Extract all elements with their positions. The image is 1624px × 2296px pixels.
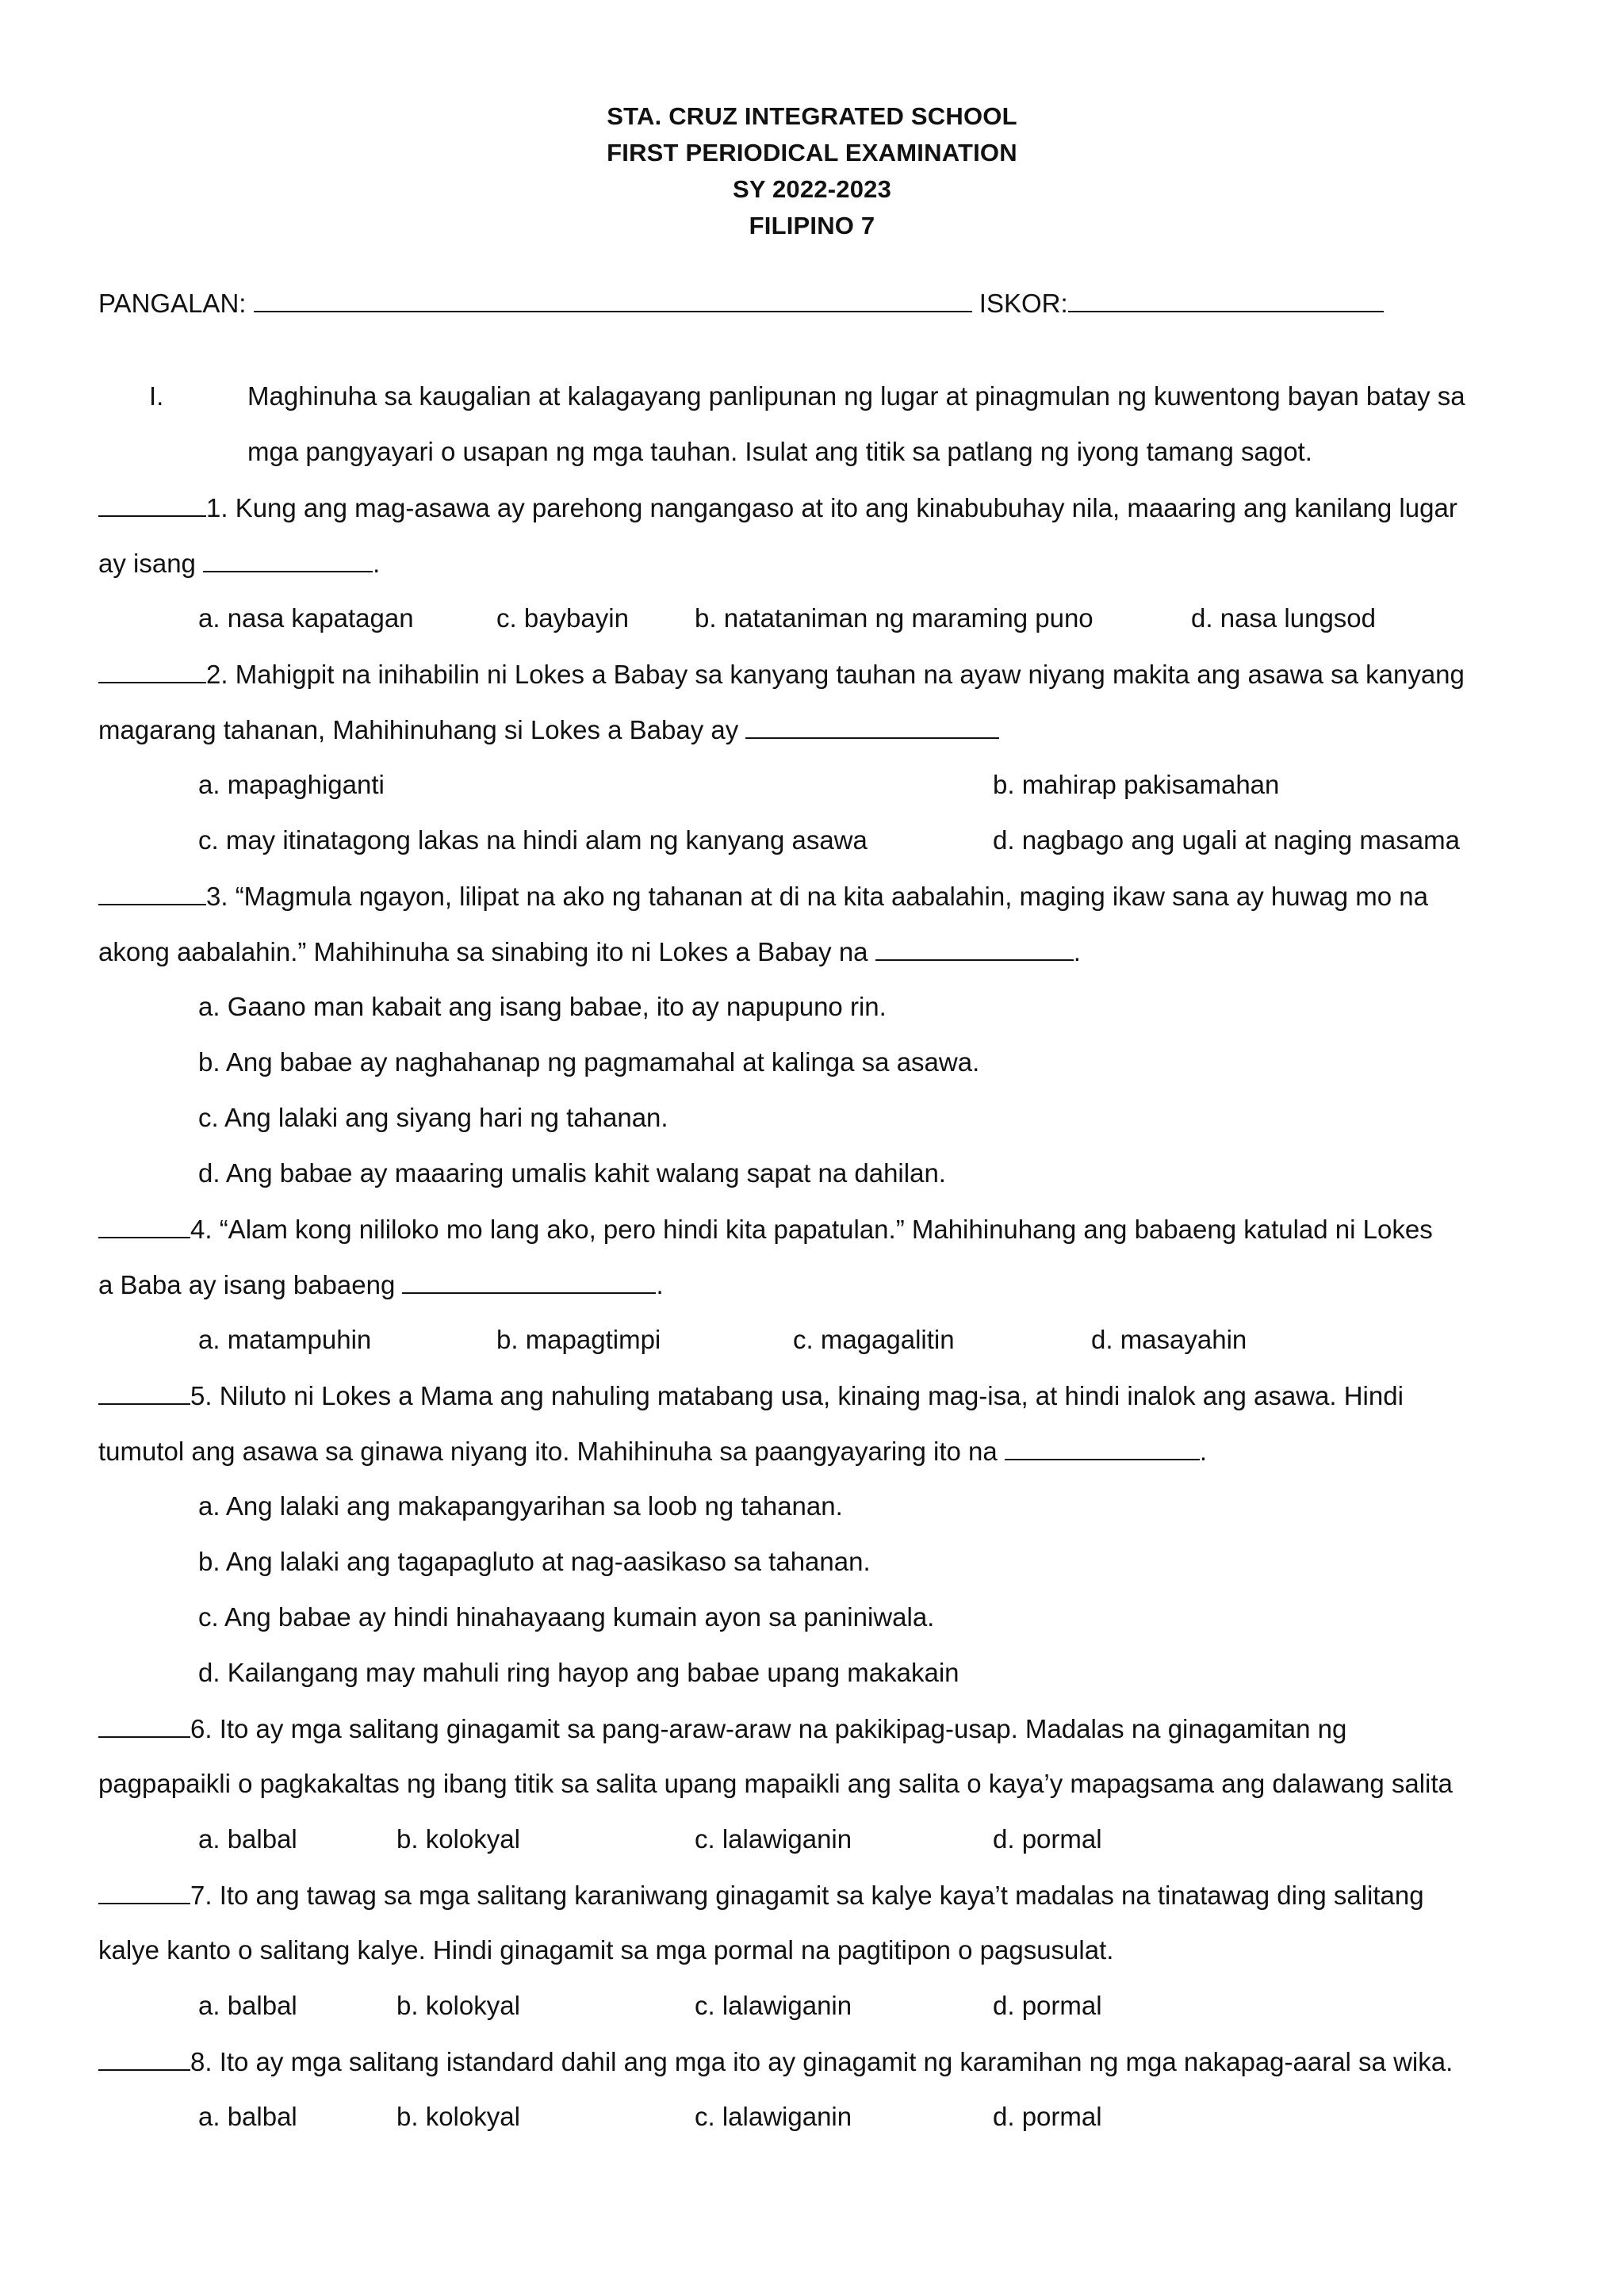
question-8-text: 8. Ito ay mga salitang istandard dahil ang mga ito ay ginagamit ng karamihan ng mga nakapag-aaral sa wika. xyxy=(190,2047,1454,2076)
answer-blank-6[interactable] xyxy=(98,1712,190,1738)
q6-choice-a[interactable]: a. balbal xyxy=(198,1824,297,1854)
answer-blank-7[interactable] xyxy=(98,1879,190,1904)
q1-choice-d[interactable]: d. nasa lungsod xyxy=(1191,603,1377,633)
q6-choice-b[interactable]: b. kolokyal xyxy=(396,1824,520,1854)
section-instruction-line2: mga pangyayari o usapan ng mga tauhan. Isulat ang titik sa patlang ng iyong tamang sagot. xyxy=(247,437,1312,466)
question-3-cont: akong aabalahin.” Mahihinuha sa sinabing ito ni Lokes a Babay na . xyxy=(98,937,1081,966)
section-instruction-line1: Maghinuha sa kaugalian at kalagayang panlipunan ng lugar at pinagmulan ng kuwentong bayan batay sa xyxy=(247,381,1465,411)
question-2-cont-text: magarang tahanan, Mahihinuhang si Lokes a Babay ay xyxy=(98,715,739,744)
name-label: PANGALAN: xyxy=(98,289,247,318)
answer-blank-2[interactable] xyxy=(98,658,206,683)
question-2 xyxy=(98,658,1465,691)
question-7 xyxy=(98,1879,1424,1911)
question-2-cont xyxy=(98,714,999,746)
score-blank[interactable] xyxy=(1068,287,1384,312)
q4-choice-d[interactable]: d. masayahin xyxy=(1091,1325,1247,1354)
q4-choice-b[interactable]: b. mapagtimpi xyxy=(496,1325,661,1354)
q4-choice-a[interactable]: a. matampuhin xyxy=(198,1325,372,1354)
q5-choice-c[interactable]: c. Ang babae ay hindi hinahayaang kumain ayon sa paniniwala. xyxy=(198,1602,935,1632)
answer-blank-1[interactable] xyxy=(98,492,206,517)
q5-choice-a[interactable]: a. Ang lalaki ang makapangyarihan sa loob ng tahanan. xyxy=(198,1491,843,1521)
q7-choice-b[interactable]: b. kolokyal xyxy=(396,1991,520,2020)
fill-blank-1 xyxy=(203,547,373,572)
school-year: SY 2022-2023 xyxy=(732,175,892,203)
fill-blank-5 xyxy=(1005,1435,1200,1460)
name-blank[interactable] xyxy=(254,287,972,312)
question-8 xyxy=(98,2045,1453,2078)
answer-blank-5[interactable] xyxy=(98,1380,190,1405)
q3-choice-d[interactable]: d. Ang babae ay maaaring umalis kahit walang sapat na dahilan. xyxy=(198,1158,946,1188)
q8-choice-b[interactable]: b. kolokyal xyxy=(396,2102,520,2131)
school-name: STA. CRUZ INTEGRATED SCHOOL xyxy=(607,102,1017,130)
question-7-cont: kalye kanto o salitang kalye. Hindi ginagamit sa mga pormal na pagtitipon o pagsusulat. xyxy=(98,1935,1114,1965)
q8-choice-c[interactable]: c. lalawiganin xyxy=(695,2102,852,2131)
fill-blank-3 xyxy=(875,936,1074,961)
q5-choice-b[interactable]: b. Ang lalaki ang tagapagluto at nag-aasikaso sa tahanan. xyxy=(198,1547,871,1576)
question-1-cont: ay isang . xyxy=(98,549,381,578)
q2-choice-c[interactable]: c. may itinatagong lakas na hindi alam ng kanyang asawa xyxy=(198,825,868,855)
question-5-cont-text: tumutol ang asawa sa ginawa niyang ito. Mahihinuha sa paangyayaring ito na xyxy=(98,1437,998,1466)
question-3 xyxy=(98,880,1428,913)
exam-header xyxy=(0,98,1624,244)
q1-choice-c[interactable]: c. baybayin xyxy=(496,603,629,633)
section-numeral: I. xyxy=(149,381,164,411)
question-6-text: 6. Ito ay mga salitang ginagamit sa pang-araw-araw na pakikipag-usap. Madalas na ginagamitan ng xyxy=(190,1714,1347,1743)
question-1 xyxy=(98,492,1457,524)
answer-blank-8[interactable] xyxy=(98,2045,190,2071)
exam-title: FIRST PERIODICAL EXAMINATION xyxy=(607,139,1017,166)
question-3-text: 3. “Magmula ngayon, lilipat na ako ng tahanan at di na kita aabalahin, maging ikaw sana ay huwag mo na xyxy=(206,882,1428,911)
question-5-cont: tumutol ang asawa sa ginawa niyang ito. Mahihinuha sa paangyayaring ito na . xyxy=(98,1437,1208,1466)
question-2-text: 2. Mahigpit na inihabilin ni Lokes a Babay sa kanyang tauhan na ayaw niyang makita ang asawa sa kanyang xyxy=(206,660,1465,689)
subject-title: FILIPINO 7 xyxy=(749,212,875,239)
q3-choice-c[interactable]: c. Ang lalaki ang siyang hari ng tahanan. xyxy=(198,1103,668,1132)
question-4-cont-text: a Baba ay isang babaeng xyxy=(98,1270,396,1299)
question-3-cont-text: akong aabalahin.” Mahihinuha sa sinabing ito ni Lokes a Babay na xyxy=(98,937,868,966)
q3-choice-b[interactable]: b. Ang babae ay naghahanap ng pagmamahal at kalinga sa asawa. xyxy=(198,1047,980,1077)
question-4-cont: a Baba ay isang babaeng . xyxy=(98,1270,664,1299)
score-label: ISKOR: xyxy=(979,289,1068,318)
answer-blank-3[interactable] xyxy=(98,880,206,905)
q2-choice-d[interactable]: d. nagbago ang ugali at naging masama xyxy=(993,825,1460,855)
q6-choice-c[interactable]: c. lalawiganin xyxy=(695,1824,852,1854)
q5-choice-d[interactable]: d. Kailangang may mahuli ring hayop ang babae upang makakain xyxy=(198,1658,959,1687)
question-5-text: 5. Niluto ni Lokes a Mama ang nahuling matabang usa, kinaing mag-isa, at hindi inalok ang asawa. Hindi xyxy=(190,1381,1404,1410)
q1-choice-a[interactable]: a. nasa kapatagan xyxy=(198,603,414,633)
question-6 xyxy=(98,1712,1346,1745)
question-1-cont-text: ay isang xyxy=(98,549,196,578)
fill-blank-4 xyxy=(402,1269,656,1294)
q7-choice-c[interactable]: c. lalawiganin xyxy=(695,1991,852,2020)
q2-choice-b[interactable]: b. mahirap pakisamahan xyxy=(993,770,1280,799)
fill-blank-2 xyxy=(745,714,999,739)
question-4-text: 4. “Alam kong nililoko mo lang ako, pero hindi kita papatulan.” Mahihinuhang ang babaeng katulad ni Lokes xyxy=(190,1215,1433,1244)
question-7-text: 7. Ito ang tawag sa mga salitang karaniwang ginagamit sa kalye kaya’t madalas na tinatawag ding salitang xyxy=(190,1881,1424,1910)
q8-choice-a[interactable]: a. balbal xyxy=(198,2102,297,2131)
question-4 xyxy=(98,1213,1433,1246)
question-6-cont: pagpapaikli o pagkakaltas ng ibang titik sa salita upang mapaikli ang salita o kaya’y mapagsama ang dalawang salita xyxy=(98,1769,1453,1798)
q8-choice-d[interactable]: d. pormal xyxy=(993,2102,1102,2131)
question-1-text: 1. Kung ang mag-asawa ay parehong nangangaso at ito ang kinabubuhay nila, maaaring ang kanilang lugar xyxy=(206,493,1457,522)
name-score-line xyxy=(98,287,1384,320)
q4-choice-c[interactable]: c. magagalitin xyxy=(793,1325,955,1354)
question-5 xyxy=(98,1380,1404,1412)
q2-choice-a[interactable]: a. mapaghiganti xyxy=(198,770,385,799)
answer-blank-4[interactable] xyxy=(98,1213,190,1238)
q1-choice-b[interactable]: b. natataniman ng maraming puno xyxy=(695,603,1094,633)
q3-choice-a[interactable]: a. Gaano man kabait ang isang babae, ito ay napupuno rin. xyxy=(198,992,887,1021)
q7-choice-d[interactable]: d. pormal xyxy=(993,1991,1102,2020)
q6-choice-d[interactable]: d. pormal xyxy=(993,1824,1102,1854)
q7-choice-a[interactable]: a. balbal xyxy=(198,1991,297,2020)
